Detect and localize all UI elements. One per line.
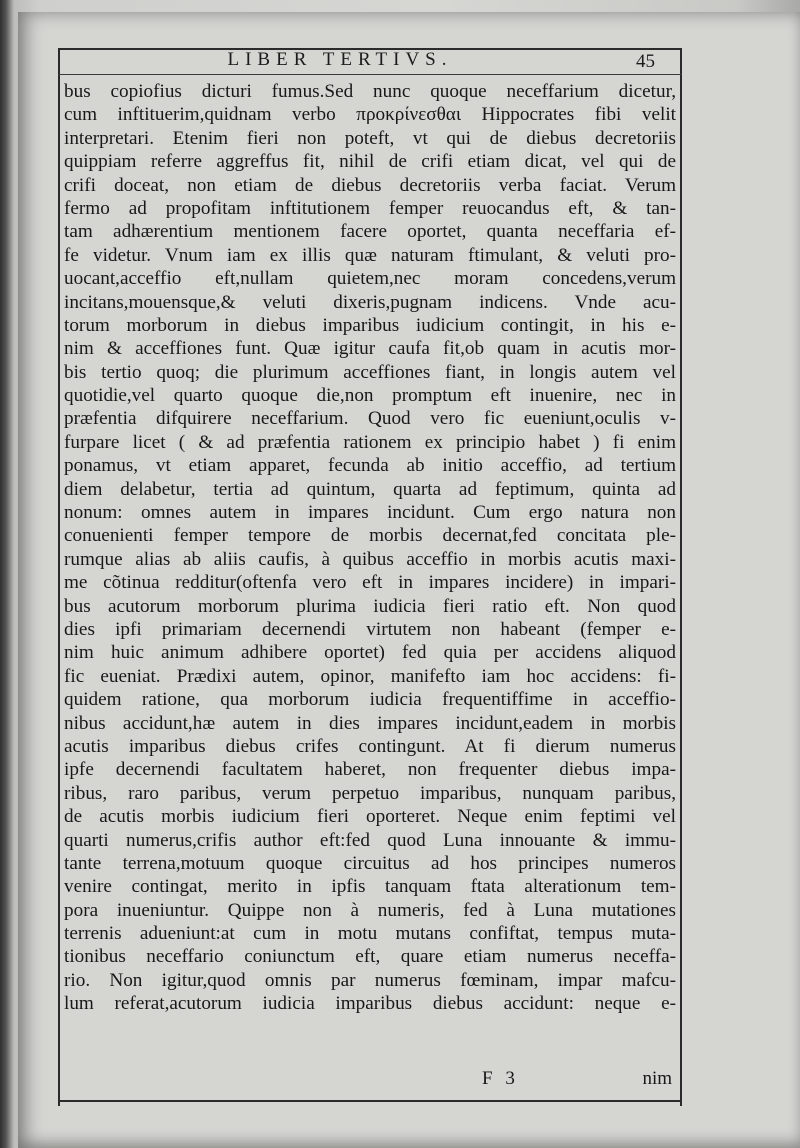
text-line: tionibus neceffario coniunctum eft, quare etiam numerus neceffa- <box>64 946 676 968</box>
frame-rule-bottom <box>58 1100 682 1102</box>
text-line: conuenienti femper tempore de morbis decernat,fed concitata ple- <box>64 525 676 547</box>
text-line: cum inftituerim,quidnam verbo προκρίνεσθαι Hippocrates fibi velit <box>64 104 676 126</box>
text-line: furpare licet ( & ad præfentia rationem ex principio habet ) fi enim <box>64 431 676 453</box>
signature-mark: F 3 <box>482 1068 519 1089</box>
text-line: ribus, raro paribus, verum perpetuo imparibus, nunquam paribus, <box>64 782 676 804</box>
page-number: 45 <box>636 51 655 72</box>
frame-rule-right <box>680 48 682 1106</box>
text-line: bis tertio quoq; die plurimum acceffiones fiant, in longis autem vel <box>64 361 676 383</box>
frame-rule-left <box>58 48 60 1106</box>
text-line: nonum: omnes autem in impares incidunt. Cum ergo natura non <box>64 502 676 524</box>
footer-line <box>64 1066 676 1092</box>
text-line: tante terrena,motuum quoque circuitus ad hos principes numeros <box>64 852 676 874</box>
text-line: præfentia difquirere neceffarium. Quod vero fic eueniunt,oculis v- <box>64 408 676 430</box>
header-rule <box>58 74 682 75</box>
text-line: tam adhærentium mentionem facere oportet, quanta neceffaria ef- <box>64 221 676 243</box>
text-line: fic eueniat. Prædixi autem, opinor, manifefto iam hoc accidens: fi- <box>64 665 676 687</box>
text-line: quotidie,vel quarto quoque die,non promptum eft inuenire, nec in <box>64 385 676 407</box>
text-line: nim & acceffiones funt. Quæ igitur caufa fit,ob quam in acutis mor- <box>64 338 676 360</box>
text-line: fermo ad propofitam inftitutionem femper reuocandus eft, & tan- <box>64 197 676 219</box>
text-line: me cõtinua redditur(oftenfa vero eft in impares incidere) in impari- <box>64 572 676 594</box>
text-line: crifi doceat, non etiam de diebus decretoriis verba faciat. Verum <box>64 174 676 196</box>
text-line: diem delabetur, tertia ad quintum, quarta ad feptimum, quinta ad <box>64 478 676 500</box>
text-line: bus copiofius dicturi fumus.Sed nunc quoque neceffarium dicetur, <box>64 81 676 102</box>
text-line: bus acutorum morborum plurima iudicia fieri ratio eft. Non quod <box>64 595 676 617</box>
text-line: torum morborum in diebus imparibus iudicium contingit, in his e- <box>64 314 676 336</box>
text-line: ponamus, vt etiam apparet, fecunda ab initio acceffio, ad tertium <box>64 455 676 477</box>
body-text <box>64 80 676 1016</box>
text-line: dies ipfi primariam decernendi virtutem non habeant (femper e- <box>64 618 676 640</box>
text-line: quarti numerus,crifis author eft:fed quod Luna innouante & immu- <box>64 829 676 851</box>
text-line: rumque alias ab aliis caufis, à quibus acceffio in morbis acutis maxi- <box>64 548 676 570</box>
text-line: nibus accidunt,hæ autem in dies impares incidunt,eadem in morbis <box>64 712 676 734</box>
text-line: rio. Non igitur,quod omnis par numerus fœminam, impar mafcu- <box>64 969 676 991</box>
text-line: quippiam referre aggreffus fit, nihil de crifi etiam dicat, vel qui de <box>64 151 676 173</box>
text-line: ipfe decernendi facultatem haberet, non frequenter diebus impa- <box>64 759 676 781</box>
catchword: nim <box>642 1068 672 1089</box>
text-line: uocant,acceffio eft,nullam quietem,nec moram concedens,verum <box>64 268 676 290</box>
text-line: quidem ratione, qua morborum iudicia frequentiffime in acceffio- <box>64 689 676 711</box>
text-line: de acutis morbis iudicium fieri oporteret. Neque enim feptimi vel <box>64 806 676 828</box>
text-line: lum referat,acutorum iudicia imparibus diebus accidunt: neque e- <box>64 993 676 1015</box>
text-line: incitans,mouensque,& veluti dixeris,pugnam indicens. Vnde acu- <box>64 291 676 313</box>
text-line: fe videtur. Vnum iam ex illis quæ naturam ftimulant, & veluti pro- <box>64 244 676 266</box>
text-line: interpretari. Etenim fieri non poteft, vt qui de diebus decretoriis <box>64 127 676 149</box>
text-line: acutis imparibus diebus crifes contingunt. At fi dierum numerus <box>64 735 676 757</box>
running-head: LIBER TERTIVS. <box>227 49 453 70</box>
text-line: terrenis adueniunt:at cum in motu mutans confiftat, tempus muta- <box>64 923 676 945</box>
text-line: pora inueniuntur. Quippe non à numeris, fed à Luna mutationes <box>64 899 676 921</box>
text-line: nim huic animum adhibere oportet) fed quia per accidens aliquod <box>64 642 676 664</box>
text-line: venire contingat, merito in ipfis tanquam ftata alterationum tem- <box>64 876 676 898</box>
